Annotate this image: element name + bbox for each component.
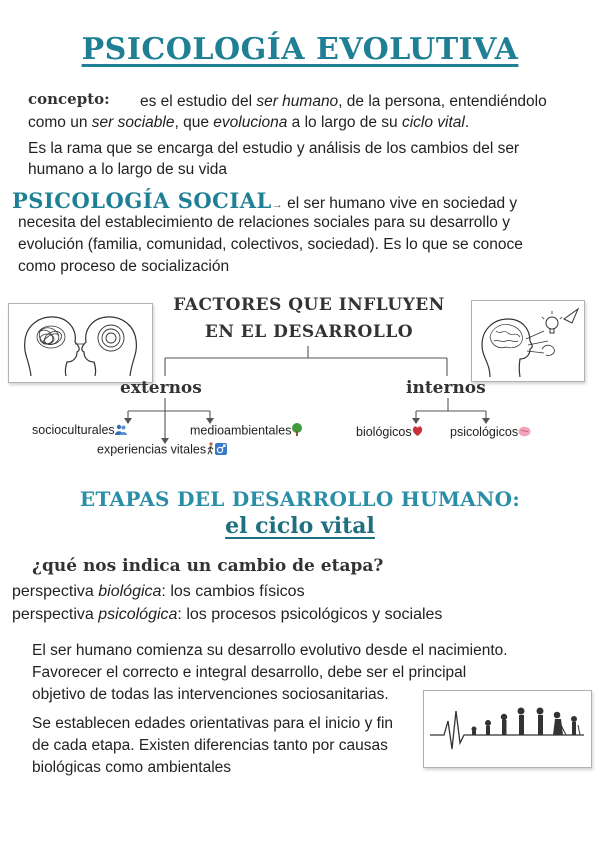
- social-line4: como proceso de socialización: [18, 258, 230, 275]
- etapa-question: ¿qué nos indica un cambio de etapa?: [32, 556, 384, 576]
- etapas-p1-line3: objetivo de todas las intervenciones sociosanitarias.: [32, 686, 389, 703]
- arrow-icon: →: [271, 199, 283, 211]
- social-title: PSICOLOGÍA SOCIAL: [12, 188, 272, 213]
- experiencias-item: experiencias vitales: [97, 442, 227, 458]
- etapas-p2-line3: biológicas como ambientales: [32, 759, 232, 776]
- perspectiva-biologica: perspectiva biológica: los cambios físicos: [12, 583, 305, 600]
- social-line1: el ser humano vive en sociedad y: [282, 195, 518, 212]
- concepto-label: concepto:: [28, 90, 110, 108]
- externos-label: externos: [120, 378, 202, 398]
- concepto-para2-line2: humano a lo largo de su vida: [28, 161, 228, 178]
- biologicos-item: biológicos: [356, 425, 423, 440]
- etapas-p2-line2: de cada etapa. Existen diferencias tanto por causas: [32, 737, 388, 754]
- life-cycle-drawing: [424, 691, 591, 767]
- concepto-line1: es el estudio del ser humano, de la persona, entendiéndolo: [140, 93, 547, 110]
- walking-person-icon: [206, 442, 215, 458]
- brain-icon: [518, 426, 531, 440]
- etapas-title: ETAPAS DEL DESARROLLO HUMANO:: [79, 487, 521, 511]
- concepto-line2: como un ser sociable, que evoluciona a lo largo de su ciclo vital.: [28, 114, 470, 131]
- organ-icon: [412, 425, 423, 440]
- factores-title: FACTORES QUE INFLUYEN EN EL DESARROLLO: [173, 295, 445, 342]
- etapas-p2-line1: Se establecen edades orientativas para el inicio y fin: [32, 715, 394, 732]
- male-sign-icon: [215, 443, 227, 458]
- life-cycle-illustration: [423, 690, 592, 768]
- ciclo-vital-subtitle: el ciclo vital: [225, 513, 375, 539]
- socioculturales-item: socioculturales: [32, 423, 127, 438]
- psicologicos-item: psicológicos: [450, 425, 531, 440]
- tree-icon: [291, 423, 303, 439]
- social-line3: evolución (familia, comunidad, colectivos, sociedad). Es lo que se conoce: [18, 236, 523, 253]
- people-icon: [115, 424, 127, 438]
- page-title: PSICOLOGÍA EVOLUTIVA: [81, 32, 519, 67]
- etapas-p1-line1: El ser humano comienza su desarrollo evolutivo desde el nacimiento.: [32, 642, 508, 659]
- perspectiva-psicologica: perspectiva psicológica: los procesos psicológicos y sociales: [12, 606, 443, 623]
- social-line2: necesita del establecimiento de relaciones sociales para su desarrollo y: [18, 214, 510, 231]
- medioambientales-item: medioambientales: [190, 423, 303, 439]
- concepto-para2-line1: Es la rama que se encarga del estudio y análisis de los cambios del ser: [28, 140, 520, 157]
- internos-label: internos: [406, 378, 486, 398]
- etapas-p1-line2: Favorecer el correcto e integral desarrollo, debe ser el principal: [32, 664, 467, 681]
